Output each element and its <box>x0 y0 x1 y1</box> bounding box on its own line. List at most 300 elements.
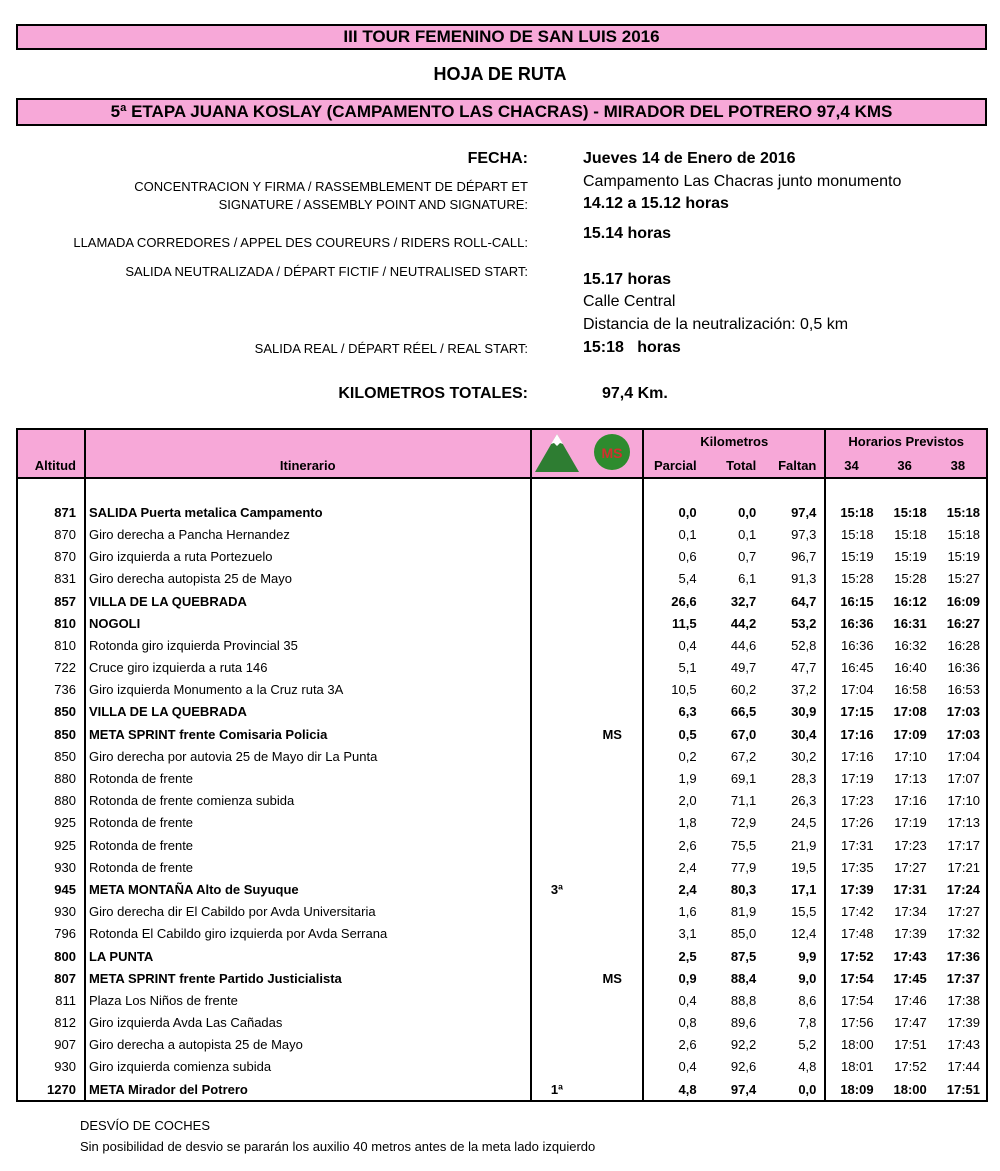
sprint-cell <box>582 657 643 679</box>
total-cell: 32,7 <box>730 593 757 609</box>
sprint-cell <box>582 834 643 856</box>
table-row <box>17 568 987 590</box>
faltan-cell: 64,7 <box>791 593 817 609</box>
time-38-cell: 17:36 <box>933 945 987 967</box>
stage-banner <box>16 98 987 126</box>
total-cell: 67,0 <box>730 726 757 742</box>
salida-neutralizada-distance: Distancia de la neutralización: 0,5 km <box>583 316 849 333</box>
time-34-cell: 15:18 <box>825 501 879 523</box>
time-34-cell: 17:15 <box>825 701 879 723</box>
time-36-cell: 17:13 <box>894 771 927 787</box>
altitud-cell: 925 <box>17 834 85 856</box>
total-cell: 71,1 <box>730 793 757 809</box>
total-cell: 88,8 <box>730 992 757 1008</box>
altitud-cell: 930 <box>17 1056 85 1078</box>
parcial-cell: 2,5 <box>643 945 704 967</box>
table-row <box>17 834 987 856</box>
header-horarios: Horarios Previstos <box>825 429 987 454</box>
time-38-cell: 17:39 <box>933 1012 987 1034</box>
itinerario-cell: Rotonda de frente <box>85 856 531 878</box>
mountain-cat-cell: 1ª <box>531 1078 583 1101</box>
total-cell: 60,2 <box>730 682 757 698</box>
altitud-cell: 871 <box>17 501 85 523</box>
parcial-cell: 1,8 <box>643 812 704 834</box>
sprint-cell <box>582 1012 643 1034</box>
altitud-cell: 812 <box>17 1012 85 1034</box>
time-36-cell: 16:32 <box>894 637 927 653</box>
mountain-cat-cell <box>531 767 583 789</box>
total-cell: 67,2 <box>730 748 757 764</box>
header-total: Total <box>705 454 765 479</box>
altitud-cell: 870 <box>17 523 85 545</box>
parcial-cell: 2,6 <box>643 1034 704 1056</box>
table-row <box>17 723 987 745</box>
table-row <box>17 989 987 1011</box>
header-itinerario-top <box>85 429 531 454</box>
time-38-cell: 17:04 <box>933 745 987 767</box>
total-cell: 92,2 <box>730 1037 757 1053</box>
time-36-cell: 17:31 <box>893 881 927 897</box>
time-38-cell: 17:07 <box>933 767 987 789</box>
total-cell: 44,6 <box>730 637 757 653</box>
total-cell: 69,1 <box>730 771 757 787</box>
time-34-cell: 18:00 <box>825 1034 879 1056</box>
altitud-cell: 945 <box>17 878 85 900</box>
llamada-label: LLAMADA CORREDORES / APPEL DES COUREURS / RIDERS ROLL-CALL: <box>73 235 528 250</box>
table-row <box>17 590 987 612</box>
time-34-cell: 17:26 <box>825 812 879 834</box>
time-38-cell: 17:37 <box>933 967 987 989</box>
concentracion-time: 14.12 a 15.12 horas <box>583 195 729 212</box>
sprint-cell <box>582 1056 643 1078</box>
table-row <box>17 634 987 656</box>
race-title-banner <box>16 24 987 50</box>
sprint-cell <box>582 812 643 834</box>
concentracion-place: Campamento Las Chacras junto monumento <box>583 173 902 190</box>
mountain-cat-cell <box>531 701 583 723</box>
faltan-cell: 53,2 <box>791 615 817 631</box>
time-38-cell: 16:27 <box>933 612 987 634</box>
sprint-cell <box>582 568 643 590</box>
km-total-value: 97,4 Km. <box>602 385 668 402</box>
total-cell: 88,4 <box>730 970 757 986</box>
time-38-cell: 17:27 <box>933 901 987 923</box>
total-cell: 6,1 <box>738 571 757 587</box>
time-34-cell: 17:16 <box>825 745 879 767</box>
altitud-cell: 810 <box>17 634 85 656</box>
parcial-cell: 10,5 <box>643 679 704 701</box>
time-38-cell: 16:53 <box>933 679 987 701</box>
total-cell: 72,9 <box>730 815 757 831</box>
altitud-cell: 800 <box>17 945 85 967</box>
time-36-cell: 16:31 <box>893 615 927 631</box>
time-36-cell: 18:00 <box>893 1081 927 1097</box>
time-36-cell: 15:18 <box>894 526 927 542</box>
time-38-cell: 17:38 <box>933 989 987 1011</box>
mountain-cat-cell <box>531 657 583 679</box>
faltan-cell: 97,3 <box>791 526 817 542</box>
time-34-cell: 17:04 <box>825 679 879 701</box>
salida-neutralizada-time: 15.17 horas <box>583 271 672 288</box>
itinerario-cell: Cruce giro izquierda a ruta 146 <box>85 657 531 679</box>
table-row <box>17 901 987 923</box>
time-34-cell: 17:16 <box>825 723 879 745</box>
itinerario-cell: META SPRINT frente Comisaria Policia <box>85 723 531 745</box>
sprint-cell <box>582 634 643 656</box>
table-row <box>17 1034 987 1056</box>
table-row <box>17 1056 987 1078</box>
time-36-cell: 16:58 <box>894 682 927 698</box>
time-38-cell: 16:36 <box>933 657 987 679</box>
time-38-cell: 17:17 <box>933 834 987 856</box>
time-34-cell: 17:56 <box>825 1012 879 1034</box>
stage-title: 5ª ETAPA JUANA KOSLAY (CAMPAMENTO LAS CHACRAS) - MIRADOR DEL POTRERO 97,4 KMS <box>110 102 893 121</box>
time-38-cell: 17:21 <box>933 856 987 878</box>
faltan-cell: 91,3 <box>791 571 817 587</box>
time-34-cell: 17:52 <box>825 945 879 967</box>
itinerario-cell: Giro izquierda comienza subida <box>85 1056 531 1078</box>
mountain-cat-cell: 3ª <box>531 878 583 900</box>
sprint-cell <box>582 523 643 545</box>
time-38-cell: 15:18 <box>933 501 987 523</box>
parcial-cell: 0,2 <box>643 745 704 767</box>
sprint-cell <box>582 767 643 789</box>
table-row <box>17 812 987 834</box>
altitud-cell: 870 <box>17 546 85 568</box>
altitud-cell: 850 <box>17 701 85 723</box>
time-38-cell: 17:03 <box>933 723 987 745</box>
sprint-cell: MS <box>602 726 622 742</box>
time-38-cell: 15:19 <box>933 546 987 568</box>
parcial-cell: 4,8 <box>643 1078 704 1101</box>
faltan-cell: 21,9 <box>791 837 817 853</box>
itinerario-cell: Rotonda de frente <box>85 834 531 856</box>
time-34-cell: 17:54 <box>825 967 879 989</box>
sprint-cell <box>582 901 643 923</box>
total-cell: 66,5 <box>730 704 757 720</box>
sprint-cell <box>582 701 643 723</box>
itinerario-cell: LA PUNTA <box>85 945 531 967</box>
time-34-cell: 17:48 <box>825 923 879 945</box>
faltan-cell: 47,7 <box>791 660 817 676</box>
itinerario-cell: Giro derecha por autovia 25 de Mayo dir La Punta <box>85 745 531 767</box>
mountain-cat-cell <box>531 834 583 856</box>
sprint-cell <box>582 945 643 967</box>
faltan-cell: 9,0 <box>798 970 817 986</box>
header-34: 34 <box>825 454 879 479</box>
altitud-cell: 930 <box>17 901 85 923</box>
faltan-cell: 30,4 <box>791 726 817 742</box>
itinerario-cell: Rotonda de frente <box>85 812 531 834</box>
time-36-cell: 17:08 <box>893 704 927 720</box>
mountain-cat-cell <box>531 501 583 523</box>
time-34-cell: 18:09 <box>825 1078 879 1101</box>
faltan-cell: 37,2 <box>791 682 817 698</box>
altitud-cell: 880 <box>17 767 85 789</box>
faltan-cell: 30,2 <box>791 748 817 764</box>
parcial-cell: 0,6 <box>643 546 704 568</box>
time-36-cell: 15:28 <box>894 571 927 587</box>
itinerario-cell: Giro izquierda Monumento a la Cruz ruta 3A <box>85 679 531 701</box>
total-cell: 0,7 <box>738 549 757 565</box>
page-title: HOJA DE RUTA <box>433 64 567 84</box>
faltan-cell: 8,6 <box>798 992 817 1008</box>
time-36-cell: 17:46 <box>894 992 927 1008</box>
sprint-cell <box>582 1034 643 1056</box>
time-34-cell: 18:01 <box>825 1056 879 1078</box>
table-row <box>17 679 987 701</box>
total-cell: 80,3 <box>730 881 757 897</box>
parcial-cell: 2,4 <box>643 856 704 878</box>
time-36-cell: 17:23 <box>894 837 927 853</box>
time-36-cell: 17:47 <box>894 1015 927 1031</box>
footer <box>80 1118 595 1154</box>
route-table-body <box>17 478 987 1101</box>
altitud-cell: 857 <box>17 590 85 612</box>
table-row <box>17 701 987 723</box>
sprint-cell <box>582 1078 643 1101</box>
itinerario-cell: Giro derecha a Pancha Hernandez <box>85 523 531 545</box>
time-36-cell: 15:18 <box>893 504 927 520</box>
time-36-cell: 16:12 <box>893 593 927 609</box>
faltan-cell: 7,8 <box>798 1015 817 1031</box>
sprint-cell <box>582 546 643 568</box>
parcial-cell: 5,4 <box>643 568 704 590</box>
itinerario-cell: NOGOLI <box>85 612 531 634</box>
faltan-cell: 9,9 <box>798 948 817 964</box>
itinerario-cell: Rotonda de frente comienza subida <box>85 790 531 812</box>
mountain-cat-cell <box>531 790 583 812</box>
time-34-cell: 17:31 <box>825 834 879 856</box>
itinerario-cell: Rotonda de frente <box>85 767 531 789</box>
salida-real-value: 15:18 horas <box>583 339 681 356</box>
time-34-cell: 15:19 <box>825 546 879 568</box>
footer-title: DESVÍO DE COCHES <box>80 1118 211 1133</box>
time-36-cell: 17:09 <box>893 726 927 742</box>
parcial-cell: 2,4 <box>643 878 704 900</box>
mountain-cat-cell <box>531 546 583 568</box>
time-38-cell: 17:43 <box>933 1034 987 1056</box>
parcial-cell: 0,0 <box>643 501 704 523</box>
mountain-cat-cell <box>531 523 583 545</box>
table-row <box>17 546 987 568</box>
altitud-cell: 807 <box>17 967 85 989</box>
time-38-cell: 17:44 <box>933 1056 987 1078</box>
time-36-cell: 17:45 <box>893 970 927 986</box>
time-36-cell: 17:34 <box>894 904 927 920</box>
mountain-cat-cell <box>531 923 583 945</box>
altitud-cell: 925 <box>17 812 85 834</box>
time-36-cell: 17:51 <box>894 1037 927 1053</box>
itinerario-cell: Giro derecha dir El Cabildo por Avda Universitaria <box>85 901 531 923</box>
table-row <box>17 878 987 900</box>
faltan-cell: 12,4 <box>791 926 817 942</box>
total-cell: 89,6 <box>730 1015 757 1031</box>
itinerario-cell: Rotonda El Cabildo giro izquierda por Avda Serrana <box>85 923 531 945</box>
time-34-cell: 16:36 <box>825 634 879 656</box>
parcial-cell: 0,9 <box>643 967 704 989</box>
header-faltan: Faltan <box>764 454 825 479</box>
altitud-cell: 930 <box>17 856 85 878</box>
table-row <box>17 1012 987 1034</box>
itinerario-cell: Rotonda giro izquierda Provincial 35 <box>85 634 531 656</box>
parcial-cell: 0,1 <box>643 523 704 545</box>
mountain-cat-cell <box>531 1034 583 1056</box>
total-cell: 0,0 <box>738 504 757 520</box>
sprint-cell: MS <box>602 970 622 986</box>
total-cell: 85,0 <box>730 926 757 942</box>
mountain-icon <box>533 430 581 474</box>
parcial-cell: 0,5 <box>643 723 704 745</box>
table-row <box>17 967 987 989</box>
salida-neutralizada-place: Calle Central <box>583 293 676 310</box>
total-cell: 77,9 <box>730 859 757 875</box>
altitud-cell: 811 <box>17 989 85 1011</box>
sprint-cell <box>582 679 643 701</box>
sprint-cell <box>582 790 643 812</box>
faltan-cell: 17,1 <box>791 881 817 897</box>
header-38: 38 <box>933 454 987 479</box>
total-cell: 44,2 <box>730 615 757 631</box>
mountain-cat-cell <box>531 1012 583 1034</box>
header-mountain <box>531 429 583 478</box>
time-36-cell: 17:27 <box>894 859 927 875</box>
faltan-cell: 26,3 <box>791 793 817 809</box>
time-34-cell: 15:28 <box>825 568 879 590</box>
sprint-cell <box>582 856 643 878</box>
header-altitud: Altitud <box>17 454 85 479</box>
altitud-cell: 736 <box>17 679 85 701</box>
total-cell: 81,9 <box>730 904 757 920</box>
itinerario-cell: Giro izquierda a ruta Portezuelo <box>85 546 531 568</box>
time-36-cell: 15:19 <box>894 549 927 565</box>
mountain-cat-cell <box>531 967 583 989</box>
itinerario-cell: VILLA DE LA QUEBRADA <box>85 590 531 612</box>
faltan-cell: 4,8 <box>798 1059 817 1075</box>
itinerario-cell: Giro izquierda Avda Las Cañadas <box>85 1012 531 1034</box>
sprint-icon <box>590 430 634 474</box>
faltan-cell: 19,5 <box>791 859 817 875</box>
mountain-cat-cell <box>531 590 583 612</box>
itinerario-cell: SALIDA Puerta metalica Campamento <box>85 501 531 523</box>
llamada-value: 15.14 horas <box>583 225 672 242</box>
concentracion-label-2: SIGNATURE / ASSEMBLY POINT AND SIGNATURE: <box>218 197 528 212</box>
salida-neutralizada-label: SALIDA NEUTRALIZADA / DÉPART FICTIF / NEUTRALISED START: <box>125 264 528 279</box>
km-total-label: KILOMETROS TOTALES: <box>338 385 528 402</box>
time-34-cell: 16:36 <box>825 612 879 634</box>
faltan-cell: 24,5 <box>791 815 817 831</box>
time-38-cell: 15:18 <box>933 523 987 545</box>
total-cell: 75,5 <box>730 837 757 853</box>
header-sprint <box>582 429 643 478</box>
altitud-cell: 850 <box>17 745 85 767</box>
table-row <box>17 501 987 523</box>
header-itinerario: Itinerario <box>85 454 531 479</box>
altitud-cell: 810 <box>17 612 85 634</box>
parcial-cell: 1,6 <box>643 901 704 923</box>
mountain-cat-cell <box>531 901 583 923</box>
faltan-cell: 52,8 <box>791 637 817 653</box>
itinerario-cell: Giro derecha autopista 25 de Mayo <box>85 568 531 590</box>
salida-real-label: SALIDA REAL / DÉPART RÉEL / REAL START: <box>254 341 528 356</box>
parcial-cell: 2,6 <box>643 834 704 856</box>
altitud-cell: 1270 <box>17 1078 85 1101</box>
itinerario-cell: META MONTAÑA Alto de Suyuque <box>85 878 531 900</box>
total-cell: 92,6 <box>730 1059 757 1075</box>
spacer-row <box>17 478 987 501</box>
total-cell: 87,5 <box>730 948 757 964</box>
time-34-cell: 17:35 <box>825 856 879 878</box>
total-cell: 49,7 <box>730 660 757 676</box>
race-title: III TOUR FEMENINO DE SAN LUIS 2016 <box>343 27 660 46</box>
sprint-cell <box>582 590 643 612</box>
faltan-cell: 0,0 <box>798 1081 817 1097</box>
time-38-cell: 17:10 <box>933 790 987 812</box>
footer-text: Sin posibilidad de desvio se pararán los auxilio 40 metros antes de la meta lado izquierdo <box>80 1139 596 1154</box>
time-36-cell: 17:39 <box>894 926 927 942</box>
table-row <box>17 767 987 789</box>
time-34-cell: 15:18 <box>825 523 879 545</box>
parcial-cell: 1,9 <box>643 767 704 789</box>
mountain-cat-cell <box>531 856 583 878</box>
altitud-cell: 907 <box>17 1034 85 1056</box>
time-34-cell: 17:42 <box>825 901 879 923</box>
table-row <box>17 923 987 945</box>
time-34-cell: 17:54 <box>825 989 879 1011</box>
total-cell: 0,1 <box>738 526 757 542</box>
altitud-cell: 831 <box>17 568 85 590</box>
table-row <box>17 657 987 679</box>
mountain-cat-cell <box>531 745 583 767</box>
sprint-cell <box>582 989 643 1011</box>
time-38-cell: 15:27 <box>933 568 987 590</box>
time-36-cell: 16:40 <box>894 660 927 676</box>
table-row <box>17 523 987 545</box>
mountain-cat-cell <box>531 1056 583 1078</box>
time-34-cell: 16:15 <box>825 590 879 612</box>
table-row <box>17 745 987 767</box>
mountain-cat-cell <box>531 723 583 745</box>
itinerario-cell: Giro derecha a autopista 25 de Mayo <box>85 1034 531 1056</box>
itinerario-cell: Plaza Los Niños de frente <box>85 989 531 1011</box>
sprint-cell <box>582 745 643 767</box>
time-38-cell: 17:13 <box>933 812 987 834</box>
sprint-cell <box>582 612 643 634</box>
parcial-cell: 5,1 <box>643 657 704 679</box>
itinerario-cell: META Mirador del Potrero <box>85 1078 531 1101</box>
total-cell: 97,4 <box>730 1081 757 1097</box>
time-36-cell: 17:16 <box>894 793 927 809</box>
faltan-cell: 30,9 <box>791 704 817 720</box>
time-38-cell: 16:09 <box>933 590 987 612</box>
route-table <box>16 428 988 1102</box>
altitud-cell: 722 <box>17 657 85 679</box>
parcial-cell: 0,4 <box>643 989 704 1011</box>
parcial-cell: 0,4 <box>643 1056 704 1078</box>
sprint-cell <box>582 501 643 523</box>
header-altitud-top <box>17 429 85 454</box>
table-row <box>17 612 987 634</box>
altitud-cell: 880 <box>17 790 85 812</box>
time-36-cell: 17:19 <box>894 815 927 831</box>
header-36: 36 <box>880 454 933 479</box>
time-36-cell: 17:10 <box>894 748 927 764</box>
fecha-value: Jueves 14 de Enero de 2016 <box>583 150 796 167</box>
fecha-label: FECHA: <box>467 150 528 167</box>
header-kilometros: Kilometros <box>643 429 825 454</box>
time-38-cell: 17:03 <box>933 701 987 723</box>
parcial-cell: 2,0 <box>643 790 704 812</box>
